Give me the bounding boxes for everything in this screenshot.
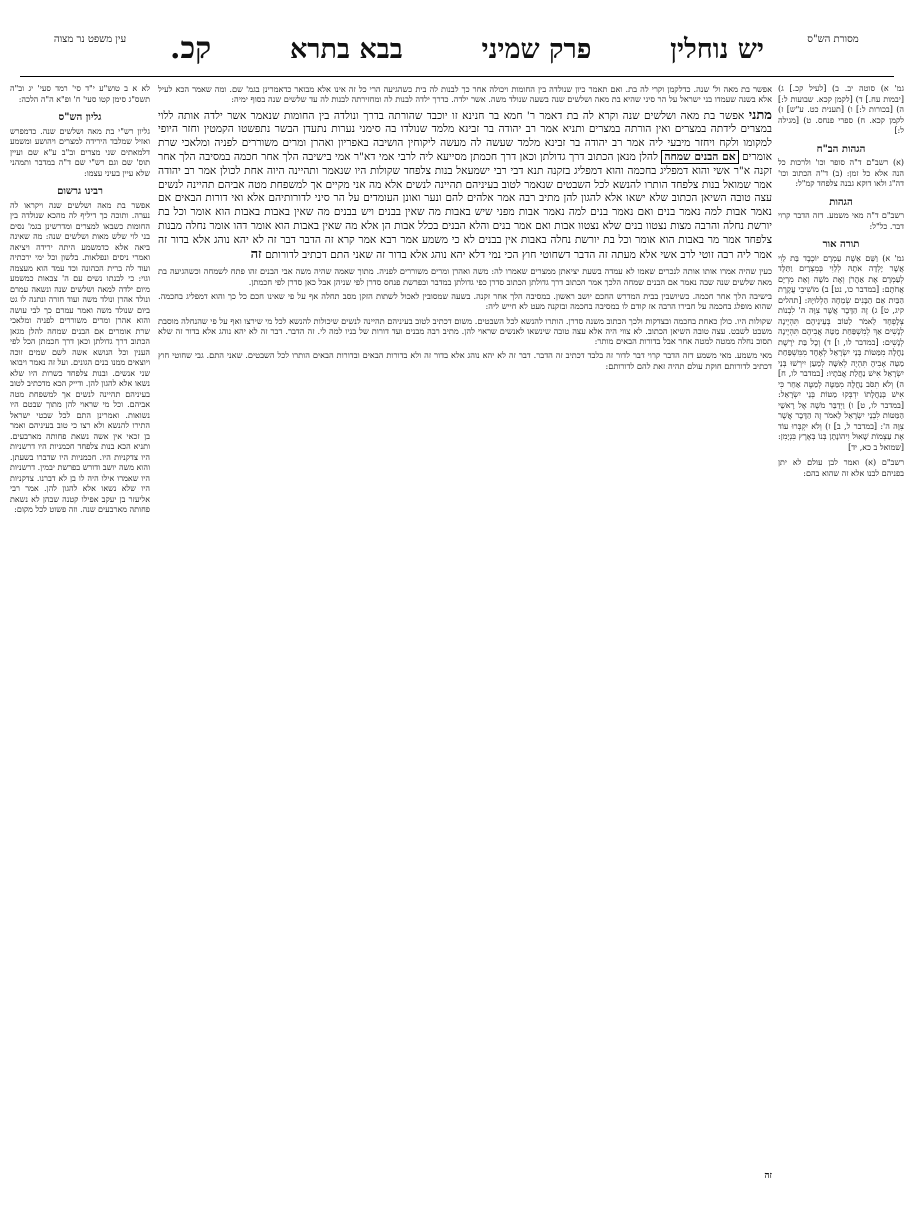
hagahot-habach-text: (א) רשב"ם ד"ה סופר וכו' ולרכות כל הנה אלא כל זמן: (ב) ד"ה הכתוב וכו' דה"ג ולאו דוקא גבנה צלפחד קמ"ל: [778, 158, 904, 188]
gemara-body-continued: להלן מנאן הכתוב דרך גדולתן וכאן דרך חכמתן מסייעא ליה לרבי אמי דא"ר אמי בישיבה הלך אחר חכמה במסיבה הלך אחר זקנה א"ר אשי והוא דמפליג בחכמה והוא דמפליג בזקנה תנא דבי רבי ישמעאל בנות צלפחד שקולות היו שנאמר ותהיינה היוה אחת לכולן אמר רב יהודה אמר שמואל בנות צלפחד הותרו להנשא לכל השבטים שנאמר לטוב בעיניהם תהיינה לנשים אלא מה אני מקיים אך למשפחת מטה אביהם תהיינה לנשים עצה טובה השיאן הכתוב שלא ישאו אלא להגון להן מתיב רבה אמר אלהים להם ונער ואונן העומדים על הר סיני לדורותיהם אלא ואי דורות הבאים אם נאמר אבות למה נאמר בנים ואם נאמר בנים למה נאמר אבות מפני שיש באבות מה שאין בבנים ויש בבנים מה שאין באבות באבות הוא אומר וכל בת יורשת נחלה והרבה מצות נצטוו בנים שלא נצטוו אבות ואם אמר בנים והלא הבנים בכלל אבות הן אלא מה שאין באבות הוא אומר דהו אומר נחלה מבנות צלפחד אמר מר באבות הוא אומר וכל בת יורשת נחלה באבות אין בבנים לא כי משמע אמר רבא אמר קרא זה הדבר דבר זה לא יהא נוהג אלא בדור זה אמר ליה רבה זוטי לרב אשי אלא מעתה זה הדבר דשחוטי חוץ הכי נמי דלא יהא נוהג אלא בדור זה שאני התם דכתיב לדורותם [158, 150, 772, 261]
masoret-text: גמ' א) סוטה יב. ב) [לעיל קכ.] ג) [יבמות עח.] ד) [לקמן קכא. שבועות ל:] ה) [בכורות ל:] ו) [תענית כט. ע"ש] ז) לקמן קכא. ח) ספרי פנחס. ט) [מגילה ל:] [778, 84, 904, 135]
right-margin-column [778, 84, 904, 484]
hagahot-habach-title: הגהות הב"ח [816, 143, 866, 155]
rabbenu-gershom-title: רבינו גרשום [57, 186, 103, 197]
main-text-block [158, 84, 772, 1164]
mishnah-marker: מתני [748, 107, 772, 123]
gemara-opening: אפשר בת מאה ושלשים שנה וקרא לה בת דאמר ר' חמא בר חנינא זו יוכבד שהורתה בדרך ונולדה בין החומות שנאמר אשר ילדה אותה ללוי במצרים לידתה במצרים ואין הורתה במצרים ותניא אמר רב יהודה בר זבינא מלמד שנולדו בה סימני נערות נתעדן הבשר [158, 109, 773, 136]
gemara-body: נתפשטו הקמטין וחזר היופי למקומו ולקח ויחזר מיבעי ליה אמר רב יהודה בר זבינא מלמד שעשה לה מעשה ליקוחין הושיבה באפריון ואהרן ומרים משוררים לפניה ומלאכי שרת אומרים [158, 123, 773, 163]
masoret-label: מסורת הש"ס [807, 34, 859, 45]
commentary-paragraph: בישיבה הלך אחר חכמה. כשיושבין בבית המדרש החכם יושב ראשון. במסיבה הלך אחר זקנה. בשעה שמסובין לאכול לשתות הזקן מסב תחלה אף על פי שאינו חכם כל כך והוא דמפליג בחכמה. שהוא מופלג בחכמה על חבירו הרבה אז קודם לו במסיבה בחכמה ובזקנה מעט לא חייש ליה: [158, 290, 772, 312]
gemara-end-word: זה [250, 246, 262, 262]
catchword: זה [764, 1171, 772, 1181]
gilyon-text: גליון רש"י בת מאה ושלשים שנה. כדמפרש ואזיל שמלבד הירידה למצרים ויהושע ומשמע דלמאתים שני מצרים וב"ב ע"א שם ועיין תוס' שם וגם רש"י שם ד"ה במדבר ותמהני שלא עיין בעיני עצמו: [10, 126, 150, 178]
page-header [20, 30, 894, 77]
rashbam-top-text: אפשר בת מאה ול' שנה. כדלקמן וקרי לה בת. ואם תאמר כיון שנולדה בין החומות ויכולה אחר כך לבנות לה בית כשהגיעה הרי כל זה אינו אלא מבואר כדאמרינן בגמ' שם. ומה שאמר הכא לעיל אלא בשנה שעמדו בני ישראל על הר סיני שהיא בת מאה ושלשים שנה בשעה שנולד משה. אשר ילדה. כדרך ילדה לבנות לה ומחזירתה לבנות לה עד שלשים שנה בסוף ימיה: [158, 84, 772, 105]
page-number: קכ. [170, 31, 212, 66]
hagahot-title: הגהות [829, 196, 853, 208]
torah-or-text: גמ' א) וַשֵּׁם אֵשֶׁת עַמְרָם יוֹכֶבֶד בַּת לֵוִי אֲשֶׁר יָלְדָה אֹתָהּ לְלֵוִי בְּמִצְרָיִם וַתֵּלֶד לְעַמְרָם אֶת אַהֲרֹן וְאֶת מֹשֶׁה וְאֵת מִרְיָם אֲחֹתָם: [במדבר כו, נט] ב) מוֹשִׁיבִי עֲקֶרֶת הַבַּיִת אֵם הַבָּנִים שְׂמֵחָה הַלְלוּיָהּ: [תהלים קיג, ט] ג) זֶה הַדָּבָר אֲשֶׁר צִוָּה ה' לִבְנוֹת צְלָפְחָד לֵאמֹר לַטּוֹב בְּעֵינֵיהֶם תִּהְיֶינָה לְנָשִׁים אַךְ לְמִשְׁפַּחַת מַטֵּה אֲבִיהֶם תִּהְיֶינָה לְנָשִׁים: [במדבר לו, ו] ד) וְכָל בַּת יֹרֶשֶׁת נַחֲלָה מִמַּטּוֹת בְּנֵי יִשְׂרָאֵל לְאֶחָד מִמִּשְׁפַּחַת מַטֵּה אָבִיהָ תִּהְיֶה לְאִשָּׁה לְמַעַן יִירְשׁוּ בְּנֵי יִשְׂרָאֵל אִישׁ נַחֲלַת אֲבֹתָיו: [במדבר לו, ח] ה) וְלֹא תִסֹּב נַחֲלָה מִמַּטֶּה לְמַטֶּה אַחֵר כִּי אִישׁ בְּנַחֲלָתוֹ יִדְבְּקוּ מַטּוֹת בְּנֵי יִשְׂרָאֵל: [במדבר לו, ט] ו) וַיְדַבֵּר מֹשֶׁה אֶל רָאשֵׁי הַמַּטּוֹת לִבְנֵי יִשְׂרָאֵל לֵאמֹר זֶה הַדָּבָר אֲשֶׁר צִוָּה ה': [במדבר ל, ב] ז) וְלֹא יִקְבְּרוּ עוֹד אֶת עַצְמוֹת שָׁאוּל וִיהוֹנָתָן בְּנוֹ בְּאֶרֶץ בִּנְיָמִן: [שמואל ב כא, יד] [778, 253, 904, 452]
commentary-paragraph: כעין שהיה אמרו אותו אותה לנכרים שאמו לא עמדה בשעת יציאתן ממצרים שאמרו לה: משה ואהרן ומרים משוררים לפניה. מתוך שאמה שהיה משה אבי הבנים זהו פתח לשמחה וכשהגיעה בת מאה שלשים שנה שבה נאמר אם הבנים שמחה הלכך אמר הכתוב דרך גדולתן הכתוב סדרן כפי גדולתן במדבר ובפרשת פנחס סדרן לפי שניהן אבל כאן סדרן לפי חכמתן. [158, 266, 772, 287]
page-title-row [170, 32, 764, 67]
boxed-phrase: אם הבנים שמחה [661, 150, 738, 164]
ein-mishpat-label: עין משפט נר מצוה [53, 34, 127, 45]
commentary-paragraph: שקולות היו. כולן כאחת בחכמה ובצדקות ולכך הכתוב משנה סדרן. הותרו להנשא לכל השבטים. משום דכתיב לטוב בעיניהם תהיינה לנשים שיכולות להנשא לכל מי שירצו ואף על פי שהנחלה מוסבת משבט לשבט. עצה טובה השיאן הכתוב. לא צווי היה אלא עצה טובה שינשאו לאנשים שראוי להן. מתיב רבה מבנים ועד דורות של בניו למה לי. זה הדבר. דבר זה לא יהא נוהג אלא בדור זה שלא תסוב נחלה ממטה למטה אחר אבל בדורות הבאים מותר: [158, 315, 772, 347]
perek-label: פרק שמיני [481, 34, 592, 65]
hagahot-text: רשב"ם ד"ה מאי משמע. דזה הדבר קרוי דבר. כל"ל: [778, 211, 904, 231]
tractate-name: בבא בתרא [289, 34, 403, 65]
gemara-text [158, 109, 772, 263]
rabbenu-gershom-text: אפשר בת מאה ושלשים שנה ויקראו לה נערה. ותוכה כך דיליף לה מהכא שנולדה בין החומות כשבאו למצרים ומדרשינן בגמ' נסים בני לוי שלש מאות ושלשים שנה: מה שאינה ביאה אלא כדמשמע היתה ירידה ויציאה ואמרי ניסים ונפלאות. בלשון וכל ימי ירכתיה ועוד לה ברית הכהונה וכד עמד הוא מעצמה וגוי: כי לבנתו נשים עם ה' צבאות כמשמע מיום ילדה למאה ושלשים שנה ונשאה עמרם ונולד אהרן ונולד משה ועוד חזרה ונתנה לו גט ביום שנולד משה ואמר עמרם כך לבי עושה והוא אהרן ומרים משוררים לפניה ומלאכי שרת אומרים אם הבנים שמחה להלן מגאן הכתוב דרך גדולתן וכאן דרך חכמתן הכל לפי הענין וכל הנושא אשה לשם שמים זוכה ויוצאים ממנו בנים הגונים. ועל זה נאמר ויבואו שני אנשים. ובנות צלפחד כשרות היו שלא נשאו אלא להגון להן. ודייק הכא מדכתיב לטוב בעיניהם תהיינה לנשים אך למשפחת מטה אביהם. וכל מי שראוי להן מתוך שבטם היו נשואות. ואמרינן התם לכל שבטי ישראל התירו להנשא ולא רצו כי טוב בעיניהם ואמר בן זכאי אין אשה נשאת פחותה מארבעים. ותניא הכא בנות צלפחד חכמניות היו דרשניות היו צדקניות היו. חכמניות היו שדברו בשעתן. והוא משה יושב ודורש בפרשת יבמין. דרשניות היו שאמרו אילו היה לו בן לא דברנו. צדקניות היו שלא נשאו אלא להגון להן. אמר רבי אליעזר בן יעקב אפילו קטנה שבהן לא נשאת פחותה מארבעים שנה. וזה פשוט לכל מקום: [10, 200, 150, 514]
rashbam-note: רשב"ם (א) ואמר לבן עולם לא יתן בפניהם לבנו אלא זה שהוא בהם: [778, 458, 904, 478]
torah-or-title: תורה אור [822, 239, 860, 250]
gilyon-title: גליון הש"ס [58, 112, 102, 123]
left-margin-column [10, 84, 150, 521]
commentary-paragraph: מאי משמע. מאי משמע דזה הדבר קרוי דבר לדור זה בלבד דכתיב זה הדבר. דבר זה לא יהא נוהג אלא בדור זה ולא בדורות הבאים ובדורות הבאים הותרו לכל השבטים. שאני התם. גבי שחוטי חוץ דכתיב לדורותם חוקת עולם תהיה זאת להם לדורותם: [158, 350, 772, 371]
chapter-name: יש נוחלין [670, 34, 764, 65]
ein-mishpat-text: לא א ב טוש"ע י"ד סי' רמד סעי' יג וב"ה תשס"ג סימן קטו סעי' ח' ופ"א ה"ה הלכה: [10, 84, 150, 104]
